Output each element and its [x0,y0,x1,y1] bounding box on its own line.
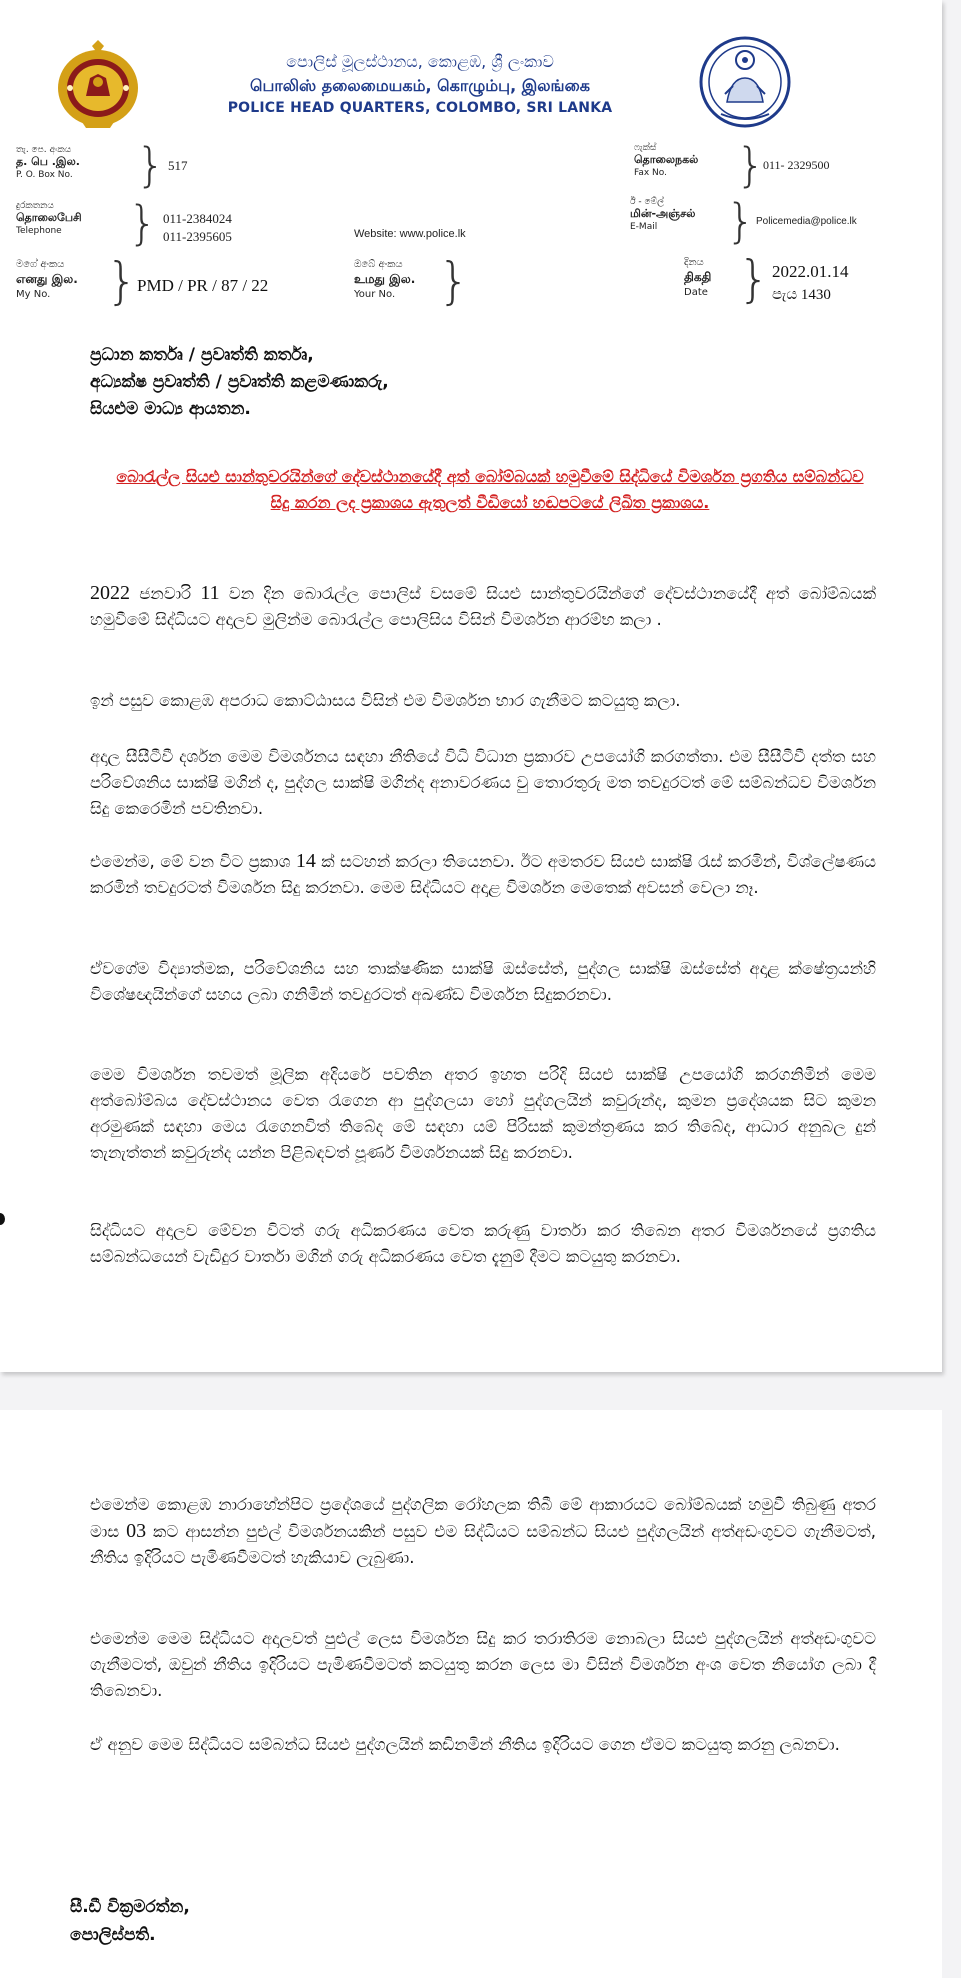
telephone-value-2: 011-2395605 [163,229,232,244]
paragraph-3: අදාල සීසීටීවී දර්ශන මෙම විමර්ශනය සඳහා නීතියේ විධි විධාන ප්‍රකාරව උපයෝගි කරගත්තා. එම සීසීටීවී දත්ත සහ පරිවේශනිය සාක්ෂි මගින් ද, පුද්ගල සාක්ෂි මගින්ද අනාවරණය වු තොරතුරු මත තවදුරටත් මේ සම්බන්ධව විමර්ශන සිදු කෙරෙමින් පවතිනවා. [90,747,876,818]
sri-lanka-emblem-icon [52,38,144,130]
paragraph-4 [90,848,876,901]
fax-label-si: ෆැක්ස් [634,143,657,153]
fax-label-ta: தொலைநகல் [634,153,699,166]
paragraph-8 [90,1492,876,1571]
paragraph-9: එමෙන්ම මෙම සිද්ධියට අදාලවත් පුළුල් ලෙස විමර්ශන සිදු කර තරාතිරම නොබලා සියළු පුද්ගලයින් අත්අඩංගුවට ගැනීමටත්, ඔවුන් නීතිය ඉදිරියට පැමිණවීමටත් කටයුතු කරන ලෙස මා විසින් විමර්ශන අංශ වෙත නියෝග ලබා දී තිබෙනවා. [90,1629,876,1700]
email-value: Policemedia@police.lk [756,216,857,227]
police-crest-icon [695,32,795,132]
your-no-label-si: ඔබේ අංකය [354,259,403,270]
signatory-name: සී.ඩී වික්‍රමරත්න, [70,1897,190,1917]
date-label [684,256,711,300]
brace-date: } [738,250,770,308]
addressee-block [90,342,389,423]
my-no-label-ta: எனது இல. [16,272,78,286]
telephone-label-ta: தொலைபேசி [16,211,82,224]
brace-email: } [726,194,756,248]
addressee-line-1: ප්‍රධාන කර්තෘ / ප්‍රවෘත්ති කර්තෘ, [90,345,314,365]
paragraph-1 [90,580,876,633]
org-name-tamil: பொலிஸ் தலைமையகம், கொழும்பு, இலங்கை [250,76,590,95]
paragraph-8-text-b: කට ආසන්න පුළුල් විමර්ශනයකින් පසුව එම සිද්ධියට සම්බන්ධ සියළු පුද්ගලයින් අත්අඩංගුවට ගැනීමටත්, නීතිය ඉදිරියට පැමිණවීමටත් හැකියාව ලැබුණා. [90,1522,876,1567]
subject-heading: බොරැල්ල සියළු සාන්තුවරයින්ගේ දේවස්ථානයේදී අත් බෝම්බයක් හමුවීමේ සිද්ධියේ විමර්ශන ප්‍රගතිය සම්බන්ධව සිදු කරන ලද ප්‍රකාශය ඇතුලත් වීඩියෝ හඬපටයේ ලිඛිත ප්‍රකාශය. [116,467,864,512]
my-no-label [16,258,78,302]
addressee-line-2: අධ්‍යක්ෂ ප්‍රවෘත්ති / ප්‍රවෘත්ති කළමණාකරු, [90,372,389,392]
telephone-label [16,200,82,237]
telephone-values [163,210,232,246]
signature-block [70,1893,190,1949]
organization-title [160,50,680,118]
org-name-english: POLICE HEAD QUARTERS, COLOMBO, SRI LANKA [227,100,613,116]
day-number: 11 [200,582,220,604]
paragraph-4-text-a: එමෙන්ම, මේ වන විට ප්‍රකාශ [90,852,296,871]
paragraph-6: මෙම විමර්ශන තවමත් මූලික අදියරේ පවතින අතර ඉහත පරිදි සියළු සාක්ෂි උපයෝගි කරගනිමින් මෙම අත්බෝම්බය දේවස්ථානය වෙත රැගෙන ආ පුද්ගලයා හෝ පුද්ගලයින් කවුරුන්ද, කුමන ප්‍රදේශයක සිට කුමන අරමුණක් සඳහා මෙය රැගෙනවිත් තිබේද මේ සඳහා යම් පිරිසක් කුමන්ත්‍රණය කර තිබේද, ආධාර අනුබල දුන් තැනැත්තන් කවුරුන්ද යන්න පිළිබඳවත් පූර්ණ විමර්ශනයක් සිදු කරනවා. [90,1065,876,1162]
fax-label [634,142,698,179]
paragraph-2: ඉන් පසුව කොළඹ අපරාධ කොට්ඨාසය විසින් එම විමර්ශන භාර ගැනීමට කටයුතු කලා. [90,691,681,710]
statement-count: 14 [295,850,316,872]
signatory-title: පොලිස්පති. [70,1925,156,1945]
paragraph-5: ඒවගේම විද්‍යාත්මක, පරිවේශනිය සහ තාක්ෂණික සාක්ෂි ඔස්සේත්, පුද්ගල සාක්ෂි ඔස්සේත් අදාළ ක්ෂේත්‍රයන්හි විශේෂඥයින්ගේ සහය ලබා ගනිමින් තවදුරටත් අඛණ්ඩ විමර්ශන සිදුකරනවා. [90,959,876,1004]
brace-fax: } [736,138,766,192]
telephone-label-en: Telephone [16,226,62,236]
pobox-label [16,144,80,181]
brace-my-no: } [106,252,138,310]
date-label-si: දිනය [684,257,704,268]
your-no-label-en: Your No. [354,289,396,300]
paragraph-7: සිද්ධියට අදාලව මේවන විටත් ගරු අධිකරණය වෙත කරුණු වාර්තා කර තිබෙන අතර විමර්ශනයේ ප්‍රගතිය සම්බන්ධයෙන් වැඩිදුර වාර්තා මගින් ගරු අධිකරණය වෙත දැනුම් දීමට කටයුතු කරනවා. [90,1221,876,1266]
email-label [630,196,695,233]
email-label-si: ඊ - මේල් [630,197,664,207]
email-label-en: E-Mail [630,222,658,232]
date-value: 2022.01.14 [772,262,849,281]
your-no-label-ta: உமது இல. [354,272,416,286]
brace-pobox: } [136,138,166,192]
pobox-value: 517 [168,158,188,173]
brace-your-no: } [438,252,470,310]
paragraph-1-text-a: ජනවාරි [130,584,201,603]
date-label-ta: திகதி [684,270,712,284]
fax-value: 011- 2329500 [763,158,830,172]
telephone-label-si: දුරකතනය [16,201,54,211]
fax-label-en: Fax No. [634,168,667,178]
months-number: 03 [126,1520,147,1542]
my-no-label-en: My No. [16,289,51,300]
date-label-en: Date [684,287,708,298]
letterhead [0,0,942,330]
org-name-sinhala: පොලිස් මූලස්ථානය, කොළඹ, ශ්‍රී ලංකාව [286,52,554,71]
pobox-label-si: තැ. පෙ. අංකය [16,145,72,155]
telephone-value-1: 011-2384024 [163,211,232,226]
addressee-line-3: සියළුම මාධ්‍ය ආයතන. [90,399,251,419]
paragraph-10: ඒ අනුව මෙම සිද්ධියට සම්බන්ධ සියළු පුද්ගලයින් කඩිනමින් නීතිය ඉදිරියට ගෙන ඒමට කටයුතු කරනු ලබනවා. [90,1735,840,1754]
your-no-label [354,258,415,302]
my-no-value: PMD / PR / 87 / 22 [137,276,269,295]
email-label-ta: மின்-அஞ்சல் [630,207,696,220]
time-value: පැය 1430 [772,287,831,303]
paragraph-1-text-b: වන දින බොරැල්ල පොලිස් වසමේ සියළු සාන්තුවරයින්ගේ දේවස්ථානයේදී අත් බෝම්බයක් හමුවීමේ සිද්ධියට අදාලව මුලින්ම බොරැල්ල පොලිසිය විසින් විමර්ශන ආරම්භ කලා . [90,584,876,629]
paragraph-8-text-a: එමෙන්ම කොළඹ නාරාහේන්පිට ප්‍රදේශයේ පුද්ගලික රෝහලක තිබී මේ ආකාරයට බෝම්බයක් හමුවී තිබුණු අතර මාස [90,1495,876,1541]
my-no-label-si: මගේ අංකය [16,259,65,270]
pobox-label-ta: த. பெ .இல. [16,155,80,168]
pobox-label-en: P. O. Box No. [16,170,73,180]
website-text: Website: www.police.lk [354,228,466,240]
brace-telephone: } [128,196,158,250]
year-number: 2022 [90,582,130,604]
paragraph-4-text-b: ක් සටහන් කරලා තියෙනවා. ඊට අමතරව සියළු සාක්ෂි රැස් කරමින්, විශ්ලේෂණය කරමින් තවදුරටත් විමර්ශන සිදු කරනවා. මෙම සිද්ධියට අදාළ විමර්ශන මෙතෙක් අවසන් වෙලා නෑ. [90,852,876,897]
